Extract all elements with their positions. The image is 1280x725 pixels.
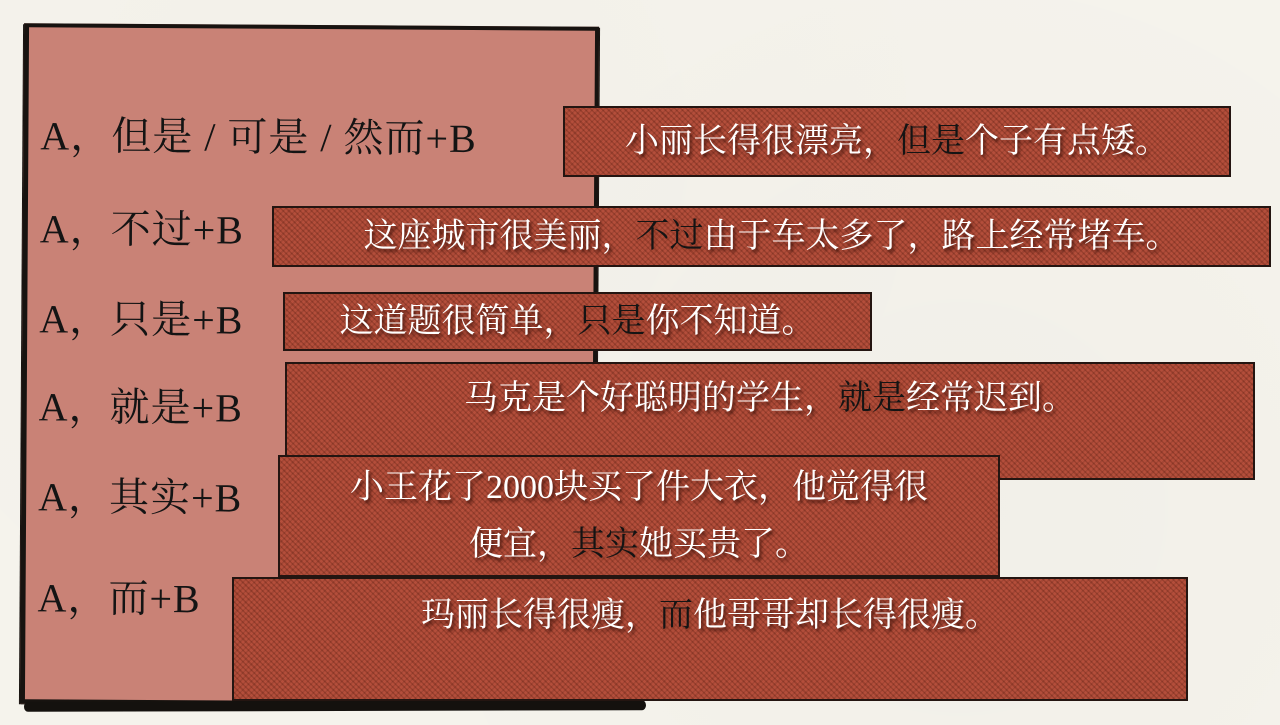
sentence-keyword: 其实 (571, 526, 639, 563)
example-sentence (625, 117, 1169, 167)
sentence-post: 她买贵了。 (639, 526, 809, 563)
sentence-post: 由于车太多了，路上经常堵车。 (703, 217, 1180, 255)
example-box-danshi (563, 106, 1231, 177)
sentence-pre: 这座城市很美丽， (363, 217, 636, 255)
sentence-post: 个子有点矮。 (965, 122, 1169, 160)
example-sentence (364, 212, 1180, 262)
pattern-row-qishi: A，其实+B (38, 474, 243, 521)
pattern-row-buguo: A，不过+B (39, 206, 245, 253)
example-sentence-line-1 (350, 459, 928, 516)
panel-bottom-sketch-line (24, 700, 646, 712)
sentence-pre: 马克是个好聪明的学生， (464, 380, 838, 417)
example-sentence (421, 591, 999, 641)
sentence-keyword: 但是 (897, 122, 965, 160)
example-box-buguo (272, 206, 1271, 267)
example-sentence-line-2 (469, 516, 809, 573)
sentence-keyword: 不过 (635, 217, 704, 255)
sentence-pre: 便宜， (469, 526, 571, 563)
sentence-post: 他哥哥却长得很瘦。 (693, 597, 999, 634)
sentence-pre: 玛丽长得很瘦， (421, 597, 659, 634)
pattern-row-zhishi: A，只是+B (39, 296, 244, 343)
sentence-pre: 小丽长得很漂亮， (625, 122, 897, 160)
example-box-qishi (278, 455, 1000, 577)
pattern-row-danshi-keshi-raner: A，但是 / 可是 / 然而+B (40, 113, 477, 162)
sentence-pre: 这道题很简单， (339, 302, 578, 340)
example-box-zhishi (283, 292, 872, 351)
pattern-row-jiushi: A，就是+B (38, 384, 243, 431)
sentence-keyword: 而 (659, 597, 693, 634)
example-sentence (340, 297, 816, 347)
sentence-pre: 小王花了2000块买了件大衣，他觉得很 (350, 469, 928, 506)
sentence-post: 你不知道。 (645, 302, 816, 340)
pattern-row-er: A，而+B (37, 575, 201, 622)
sentence-post: 经常迟到。 (906, 380, 1076, 417)
example-box-er (232, 577, 1188, 701)
sentence-keyword: 只是 (577, 302, 646, 340)
sentence-keyword: 就是 (838, 380, 906, 417)
example-sentence (464, 374, 1076, 424)
